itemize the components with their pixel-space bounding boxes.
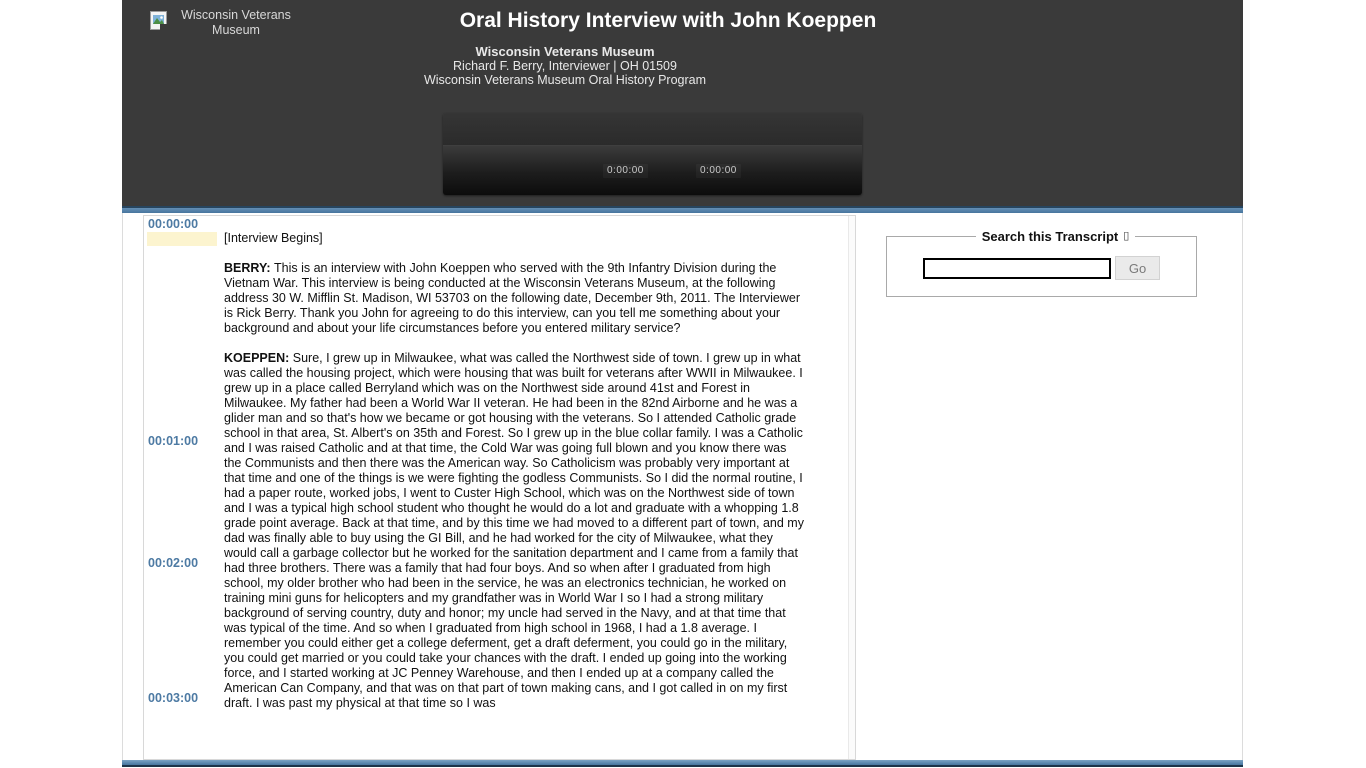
help-icon[interactable]: ▯ [1123,230,1130,242]
page-title: Oral History Interview with John Koeppen [459,9,877,32]
speaker-label: KOEPPEN: [224,351,293,365]
search-input[interactable] [923,258,1111,279]
search-legend [976,229,1136,244]
interview-begins-note: [Interview Begins] [224,231,323,245]
transcript-paragraph: KOEPPEN: Sure, I grew up in Milwaukee, what was called the Northwest side of town. I grew up in what was called the housing project, which were housing that was built for veterans after WWII in Milwaukee. I grew up in a place called Berryland which was on the Northwest side around 41st and Forest in Milwaukee. My father had been a World War II veteran. He had been in the 82nd Airborne and he was a glider man and so that's how we became or got housing with the veterans. So I attended Catholic grade school in that area, St. Albert's on 35th and Forest. So I grew up in the blue collar family. I was a Catholic and I was raised Catholic and at that time, the Cold War was going full blown and you know there was the Communists and then there was the American way. So Catholicism was probably very important at that time and one of the things is we were fighting the godless Communists. So I did the normal routine, I had a paper route, worked jobs, I went to Custer High School, which was on the Northwest side of town and I was a typical high school student who thought he would do a lot and graduate with a whopping 1.8 grade point average. Back at that time, and by this time we had moved to a different part of town, and my dad was finally able to buy using the GI Bill, and he had worked for the city of Milwaukee, what they would call a garbage collector but he worked for the sanitation department and I came from a family that had three brothers. There was a family that had four boys. And so when after I graduated from high school, my older brother who had been in the service, he was an electronics technician, he worked on training mini guns for helicopters and my grandfather was in World War I so I had a strong military background of serving country, duty and honor; my uncle had served in the Navy, and at that time that was typical of the time. And so when I graduated from high school in 1968, I had a 1.8 average. I remember you could either get a college deferment, get a draft deferment, you could go in the military, you could get married or you could take your chances with the draft. I ended up going into the working force, and I started working at JC Penney Warehouse, and then I ended up at a company called the American Can Company, and that was on that part of town making cans, and I got called in on my first draft. I was past my physical at that time so I was [224,351,804,710]
header [122,0,1243,206]
player-total-time: 0:00:00 [696,164,741,178]
timestamp-link[interactable]: 00:02:00 [148,556,199,570]
audio-player-display [443,113,862,145]
transcript-text [224,231,806,726]
top-divider [122,206,1243,213]
program-line: Wisconsin Veterans Museum Oral History Program [423,73,707,87]
player-elapsed-time: 0:00:00 [603,164,648,178]
audio-player-controls[interactable] [443,145,862,195]
speaker-label: BERRY: [224,261,274,275]
page-container [122,0,1243,768]
search-fieldset [886,229,1197,297]
search-panel [886,229,1197,297]
bottom-divider [122,760,1243,767]
transcript-panel[interactable] [143,215,856,760]
search-go-button[interactable]: Go [1115,256,1160,280]
timestamp-link[interactable]: 00:00:00 [148,217,199,231]
header-subtitle [122,45,1008,87]
audio-player [443,113,862,195]
current-section-highlight [147,232,217,246]
main-content [122,213,1243,760]
timestamp-link[interactable]: 00:03:00 [148,691,199,705]
museum-name: Wisconsin Veterans Museum [475,44,655,59]
search-legend-text: Search this Transcript [981,229,1119,244]
logo-alt-text: Wisconsin Veterans Museum [181,8,291,37]
timestamp-link[interactable]: 00:01:00 [148,434,199,448]
transcript-paragraph: BERRY: This is an interview with John Koeppen who served with the 9th Infantry Division during the Vietnam War. This interview is being conducted at the Wisconsin Veterans Museum, at the following address 30 W. Mifflin St. Madison, WI 53703 on the following date, December 9th, 2011. The Interviewer is Rick Berry. Thank you John for agreeing to do this interview, can you tell me something about your background and about your life circumstances before you entered military service? [224,261,801,335]
interviewer-line: Richard F. Berry, Interviewer | OH 01509 [453,59,677,73]
transcript-scrollbar[interactable] [848,216,855,759]
